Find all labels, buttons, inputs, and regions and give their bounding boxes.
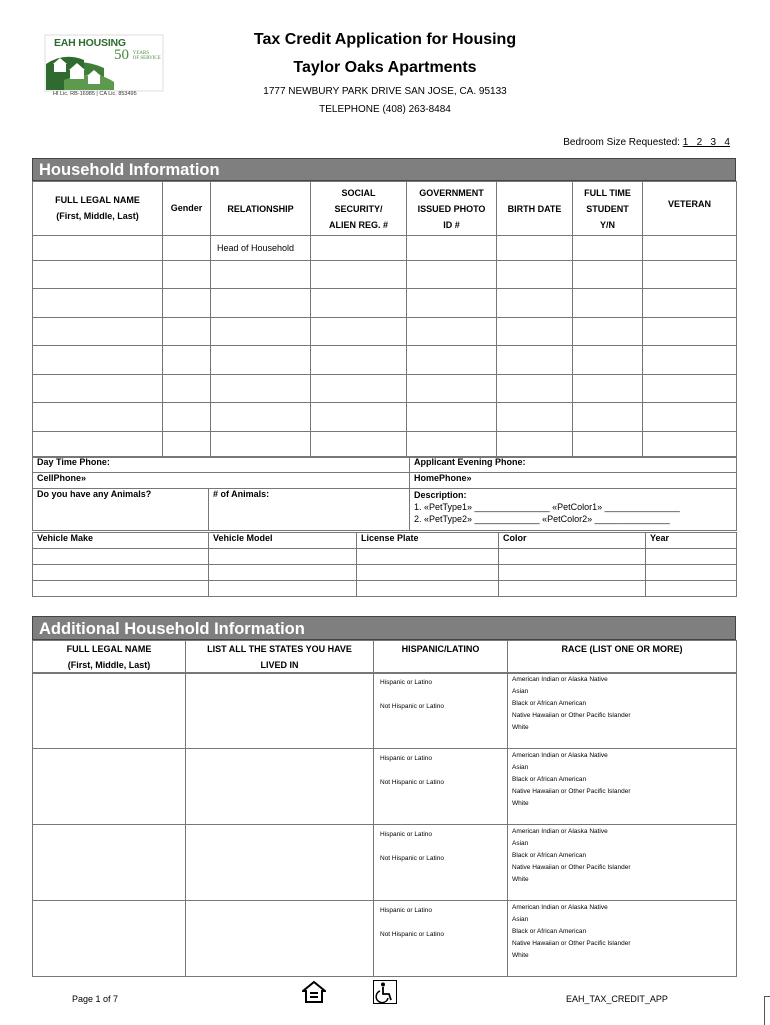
hispanic-cell[interactable] bbox=[374, 673, 508, 749]
member-name-cell[interactable] bbox=[33, 236, 163, 261]
form-id: EAH_TAX_CREDIT_APP bbox=[566, 994, 668, 1004]
race-option-pacific-islander[interactable]: Native Hawaiian or Other Pacific Islander bbox=[512, 864, 631, 871]
race-option-white[interactable]: White bbox=[512, 876, 529, 883]
col-gender-label: Gender bbox=[170, 203, 203, 213]
vehicle-color-cell[interactable] bbox=[499, 581, 646, 597]
col-gov-line2: ISSUED PHOTO bbox=[417, 203, 486, 214]
description-label: Description: bbox=[414, 490, 467, 500]
table-row bbox=[33, 375, 737, 403]
col-hispanic bbox=[374, 641, 508, 674]
hispanic-option[interactable]: Hispanic or Latino bbox=[380, 755, 433, 762]
col-student-line2: STUDENT bbox=[586, 203, 629, 214]
number-of-animals-label: # of Animals: bbox=[213, 489, 270, 499]
member-ssn-cell[interactable] bbox=[311, 375, 407, 403]
pet-line-1: 1. «PetType1» _______________ «PetColor1» _______________ bbox=[414, 502, 680, 512]
vehicle-make-cell[interactable] bbox=[33, 565, 209, 581]
race-option-pacific-islander[interactable]: Native Hawaiian or Other Pacific Islander bbox=[512, 788, 631, 795]
member-id-cell[interactable] bbox=[407, 318, 497, 346]
col-states-line1: LIST ALL THE STATES YOU HAVE bbox=[207, 644, 352, 654]
col-states-line2: LIVED IN bbox=[260, 660, 299, 670]
vehicle-make-cell[interactable] bbox=[33, 549, 209, 565]
vehicle-make-cell[interactable] bbox=[33, 581, 209, 597]
member-student-cell[interactable] bbox=[573, 261, 643, 289]
member-name-cell[interactable] bbox=[33, 289, 163, 318]
license-plate-label: License Plate bbox=[361, 533, 419, 543]
license-plate-cell[interactable] bbox=[357, 565, 499, 581]
member-birth-cell[interactable] bbox=[497, 403, 573, 432]
hispanic-option[interactable]: Hispanic or Latino bbox=[380, 679, 433, 686]
race-option-asian[interactable]: Asian bbox=[512, 840, 529, 847]
property-name: Taylor Oaks Apartments bbox=[293, 59, 477, 76]
col-add-name-line1: FULL LEGAL NAME bbox=[66, 644, 152, 654]
equal-housing-icon bbox=[302, 980, 326, 1009]
cell-phone-field[interactable] bbox=[33, 473, 410, 489]
states-lived-cell[interactable] bbox=[186, 673, 374, 749]
additional-member-row bbox=[32, 672, 737, 749]
member-id-cell[interactable] bbox=[407, 375, 497, 403]
col-full-time-student bbox=[573, 182, 643, 236]
animal-description-field[interactable] bbox=[410, 489, 737, 531]
member-id-cell[interactable] bbox=[407, 346, 497, 375]
property-telephone: TELEPHONE (408) 263-8484 bbox=[319, 104, 451, 115]
col-hispanic-label: HISPANIC/LATINO bbox=[401, 644, 480, 654]
race-option-black[interactable]: Black or African American bbox=[512, 852, 587, 859]
vehicle-year-cell[interactable] bbox=[646, 549, 737, 565]
states-lived-cell[interactable] bbox=[186, 749, 374, 825]
household-header-row bbox=[33, 182, 737, 236]
col-student-line1: FULL TIME bbox=[584, 187, 631, 198]
evening-phone-label: Applicant Evening Phone: bbox=[414, 457, 526, 467]
table-row bbox=[33, 581, 737, 597]
member-veteran-cell[interactable] bbox=[643, 236, 737, 261]
form-title: Tax Credit Application for Housing bbox=[253, 31, 517, 48]
wheelchair-icon bbox=[373, 980, 397, 1009]
member-relationship-cell[interactable] bbox=[211, 289, 311, 318]
additional-section-header: Additional Household Information bbox=[32, 616, 736, 640]
vehicle-year-cell[interactable] bbox=[646, 581, 737, 597]
year-label: Year bbox=[650, 533, 670, 543]
col-race bbox=[508, 641, 737, 674]
states-lived-cell[interactable] bbox=[186, 901, 374, 977]
col-full-legal-name bbox=[33, 182, 163, 236]
col-ssn bbox=[311, 182, 407, 236]
property-address: 1777 NEWBURY PARK DRIVE SAN JOSE, CA. 95133 bbox=[263, 86, 507, 97]
member-id-cell[interactable] bbox=[407, 236, 497, 261]
vehicle-color-cell[interactable] bbox=[499, 565, 646, 581]
evening-phone-field[interactable] bbox=[410, 457, 737, 473]
col-gov-line3: ID # bbox=[443, 219, 460, 230]
col-name-line1: FULL LEGAL NAME bbox=[55, 195, 140, 205]
member-veteran-cell[interactable] bbox=[643, 375, 737, 403]
table-row bbox=[33, 318, 737, 346]
vehicle-make-header bbox=[33, 533, 209, 549]
race-option-american-indian[interactable]: American Indian or Alaska Native bbox=[512, 752, 608, 759]
additional-member-row bbox=[32, 900, 737, 977]
member-veteran-cell[interactable] bbox=[643, 289, 737, 318]
race-option-asian[interactable]: Asian bbox=[512, 916, 529, 923]
not-hispanic-option[interactable]: Not Hispanic or Latino bbox=[380, 855, 444, 862]
member-birth-cell[interactable] bbox=[497, 236, 573, 261]
member-relationship-cell[interactable] bbox=[211, 403, 311, 432]
member-gender-cell[interactable] bbox=[163, 289, 211, 318]
animals-question-label: Do you have any Animals? bbox=[37, 489, 152, 499]
hispanic-option[interactable]: Hispanic or Latino bbox=[380, 907, 433, 914]
additional-name-cell[interactable] bbox=[33, 673, 186, 749]
col-relationship bbox=[211, 182, 311, 236]
race-option-pacific-islander[interactable]: Native Hawaiian or Other Pacific Islander bbox=[512, 940, 631, 947]
not-hispanic-option[interactable]: Not Hispanic or Latino bbox=[380, 931, 444, 938]
col-add-name-line2: (First, Middle, Last) bbox=[67, 660, 151, 670]
member-name-cell[interactable] bbox=[33, 318, 163, 346]
member-student-cell[interactable] bbox=[573, 346, 643, 375]
member-ssn-cell[interactable] bbox=[311, 432, 407, 458]
number-of-animals-field[interactable] bbox=[209, 489, 410, 531]
hispanic-cell[interactable] bbox=[374, 901, 508, 977]
table-row bbox=[33, 261, 737, 289]
table-row bbox=[33, 432, 737, 458]
col-states-lived bbox=[186, 641, 374, 674]
race-option-black[interactable]: Black or African American bbox=[512, 700, 587, 707]
col-ssn-line3: ALIEN REG. # bbox=[328, 219, 388, 230]
page-number: Page 1 of 7 bbox=[72, 994, 119, 1004]
logo-license: HI Lic. RB-16985 | CA Lic. 853495 bbox=[53, 91, 137, 97]
col-birth-label: BIRTH DATE bbox=[507, 203, 562, 214]
race-option-white[interactable]: White bbox=[512, 800, 529, 807]
bedroom-label: Bedroom Size Requested: bbox=[563, 137, 683, 148]
col-additional-name bbox=[33, 641, 186, 674]
states-lived-cell[interactable] bbox=[186, 825, 374, 901]
member-ssn-cell[interactable] bbox=[311, 346, 407, 375]
member-student-cell[interactable] bbox=[573, 236, 643, 261]
logo-years-sub: OF SERVICE bbox=[132, 55, 161, 61]
member-student-cell[interactable] bbox=[573, 289, 643, 318]
member-veteran-cell[interactable] bbox=[643, 318, 737, 346]
animals-question-field[interactable] bbox=[33, 489, 209, 531]
table-row bbox=[33, 346, 737, 375]
hispanic-cell[interactable] bbox=[374, 825, 508, 901]
head-of-household-text: Head of Household bbox=[217, 243, 295, 253]
hispanic-option[interactable]: Hispanic or Latino bbox=[380, 831, 433, 838]
contact-table bbox=[32, 456, 737, 531]
race-option-white[interactable]: White bbox=[512, 952, 529, 959]
col-gov-line1: GOVERNMENT bbox=[419, 187, 484, 198]
member-ssn-cell[interactable] bbox=[311, 403, 407, 432]
vehicle-model-cell[interactable] bbox=[209, 581, 357, 597]
home-phone-label: HomePhone» bbox=[414, 473, 472, 483]
day-time-phone-label: Day Time Phone: bbox=[37, 457, 110, 467]
member-gender-cell[interactable] bbox=[163, 318, 211, 346]
logo-title: EAH HOUSING bbox=[54, 37, 126, 49]
color-header bbox=[499, 533, 646, 549]
license-plate-cell[interactable] bbox=[357, 581, 499, 597]
member-gender-cell[interactable] bbox=[163, 432, 211, 458]
vehicle-model-label: Vehicle Model bbox=[213, 533, 273, 543]
col-gender bbox=[163, 182, 211, 236]
member-relationship-cell[interactable] bbox=[211, 261, 311, 289]
cell-phone-label: CellPhone» bbox=[37, 473, 87, 483]
vehicle-table bbox=[32, 532, 737, 597]
member-veteran-cell[interactable] bbox=[643, 346, 737, 375]
day-time-phone-field[interactable] bbox=[33, 457, 410, 473]
additional-name-cell[interactable] bbox=[33, 749, 186, 825]
hispanic-cell[interactable] bbox=[374, 749, 508, 825]
race-option-american-indian[interactable]: American Indian or Alaska Native bbox=[512, 904, 608, 911]
logo-years-word: YEARS bbox=[132, 50, 150, 56]
member-name-cell[interactable] bbox=[33, 346, 163, 375]
race-cell[interactable] bbox=[508, 749, 737, 825]
member-gender-cell[interactable] bbox=[163, 346, 211, 375]
additional-header-row bbox=[33, 641, 737, 674]
col-race-label: RACE (LIST ONE OR MORE) bbox=[561, 644, 683, 654]
member-name-cell[interactable] bbox=[33, 261, 163, 289]
member-gender-cell[interactable] bbox=[163, 375, 211, 403]
additional-name-cell[interactable] bbox=[33, 825, 186, 901]
col-ssn-line2: SECURITY/ bbox=[334, 203, 383, 214]
logo-years-number: 50 bbox=[114, 47, 129, 63]
license-plate-header bbox=[357, 533, 499, 549]
member-name-cell[interactable] bbox=[33, 375, 163, 403]
vehicle-model-header bbox=[209, 533, 357, 549]
member-veteran-cell[interactable] bbox=[643, 403, 737, 432]
member-name-cell[interactable] bbox=[33, 432, 163, 458]
col-name-line2: (First, Middle, Last) bbox=[56, 211, 139, 221]
race-option-asian[interactable]: Asian bbox=[512, 764, 529, 771]
race-cell[interactable] bbox=[508, 673, 737, 749]
member-veteran-cell[interactable] bbox=[643, 261, 737, 289]
additional-table bbox=[32, 640, 737, 674]
member-birth-cell[interactable] bbox=[497, 346, 573, 375]
color-label: Color bbox=[503, 533, 527, 543]
bedroom-size-requested bbox=[563, 137, 730, 148]
member-gender-cell[interactable] bbox=[163, 261, 211, 289]
race-option-american-indian[interactable]: American Indian or Alaska Native bbox=[512, 676, 608, 683]
table-row bbox=[33, 565, 737, 581]
home-phone-field[interactable] bbox=[410, 473, 737, 489]
col-student-line3: Y/N bbox=[599, 219, 615, 230]
race-option-white[interactable]: White bbox=[512, 724, 529, 731]
member-veteran-cell[interactable] bbox=[643, 432, 737, 458]
year-header bbox=[646, 533, 737, 549]
member-student-cell[interactable] bbox=[573, 403, 643, 432]
additional-member-row bbox=[32, 748, 737, 825]
table-row bbox=[33, 289, 737, 318]
col-birth-date bbox=[497, 182, 573, 236]
member-birth-cell[interactable] bbox=[497, 289, 573, 318]
bedroom-options[interactable]: 1 2 3 4 bbox=[682, 137, 730, 148]
member-ssn-cell[interactable] bbox=[311, 261, 407, 289]
member-ssn-cell[interactable] bbox=[311, 236, 407, 261]
member-name-cell[interactable] bbox=[33, 403, 163, 432]
member-birth-cell[interactable] bbox=[497, 318, 573, 346]
vehicle-header-row bbox=[33, 533, 737, 549]
vehicle-make-label: Vehicle Make bbox=[37, 533, 94, 543]
race-option-asian[interactable]: Asian bbox=[512, 688, 529, 695]
race-cell[interactable] bbox=[508, 901, 737, 977]
member-relationship-cell[interactable] bbox=[211, 375, 311, 403]
col-ssn-line1: SOCIAL bbox=[341, 187, 376, 198]
table-row bbox=[33, 549, 737, 565]
pet-line-2: 2. «PetType2» _____________ «PetColor2» _______________ bbox=[414, 514, 670, 524]
vehicle-color-cell[interactable] bbox=[499, 549, 646, 565]
member-gender-cell[interactable] bbox=[163, 403, 211, 432]
race-cell[interactable] bbox=[508, 825, 737, 901]
race-option-black[interactable]: Black or African American bbox=[512, 928, 587, 935]
race-option-american-indian[interactable]: American Indian or Alaska Native bbox=[512, 828, 608, 835]
vehicle-model-cell[interactable] bbox=[209, 565, 357, 581]
member-relationship-cell[interactable] bbox=[211, 318, 311, 346]
member-id-cell[interactable] bbox=[407, 261, 497, 289]
household-section-header: Household Information bbox=[32, 158, 736, 181]
not-hispanic-option[interactable]: Not Hispanic or Latino bbox=[380, 779, 444, 786]
license-plate-cell[interactable] bbox=[357, 549, 499, 565]
additional-member-row bbox=[32, 824, 737, 901]
col-veteran bbox=[643, 182, 737, 236]
member-relationship-cell[interactable] bbox=[211, 346, 311, 375]
member-ssn-cell[interactable] bbox=[311, 289, 407, 318]
race-option-black[interactable]: Black or African American bbox=[512, 776, 587, 783]
race-option-pacific-islander[interactable]: Native Hawaiian or Other Pacific Islander bbox=[512, 712, 631, 719]
member-id-cell[interactable] bbox=[407, 403, 497, 432]
member-gender-cell[interactable] bbox=[163, 236, 211, 261]
additional-name-cell[interactable] bbox=[33, 901, 186, 977]
col-gov-id bbox=[407, 182, 497, 236]
member-student-cell[interactable] bbox=[573, 432, 643, 458]
col-relationship-label: RELATIONSHIP bbox=[227, 203, 294, 214]
vehicle-year-cell[interactable] bbox=[646, 565, 737, 581]
member-ssn-cell[interactable] bbox=[311, 318, 407, 346]
member-student-cell[interactable] bbox=[573, 375, 643, 403]
col-veteran-label: VETERAN bbox=[667, 199, 711, 209]
member-id-cell[interactable] bbox=[407, 432, 497, 458]
not-hispanic-option[interactable]: Not Hispanic or Latino bbox=[380, 703, 444, 710]
page-corner-mark bbox=[764, 996, 770, 1025]
table-row bbox=[33, 236, 737, 261]
member-id-cell[interactable] bbox=[407, 289, 497, 318]
member-birth-cell[interactable] bbox=[497, 432, 573, 458]
member-birth-cell[interactable] bbox=[497, 375, 573, 403]
vehicle-model-cell[interactable] bbox=[209, 549, 357, 565]
member-relationship-cell[interactable] bbox=[211, 432, 311, 458]
member-birth-cell[interactable] bbox=[497, 261, 573, 289]
member-student-cell[interactable] bbox=[573, 318, 643, 346]
table-row bbox=[33, 403, 737, 432]
household-table bbox=[32, 181, 737, 458]
member-relationship-cell[interactable] bbox=[211, 236, 311, 261]
